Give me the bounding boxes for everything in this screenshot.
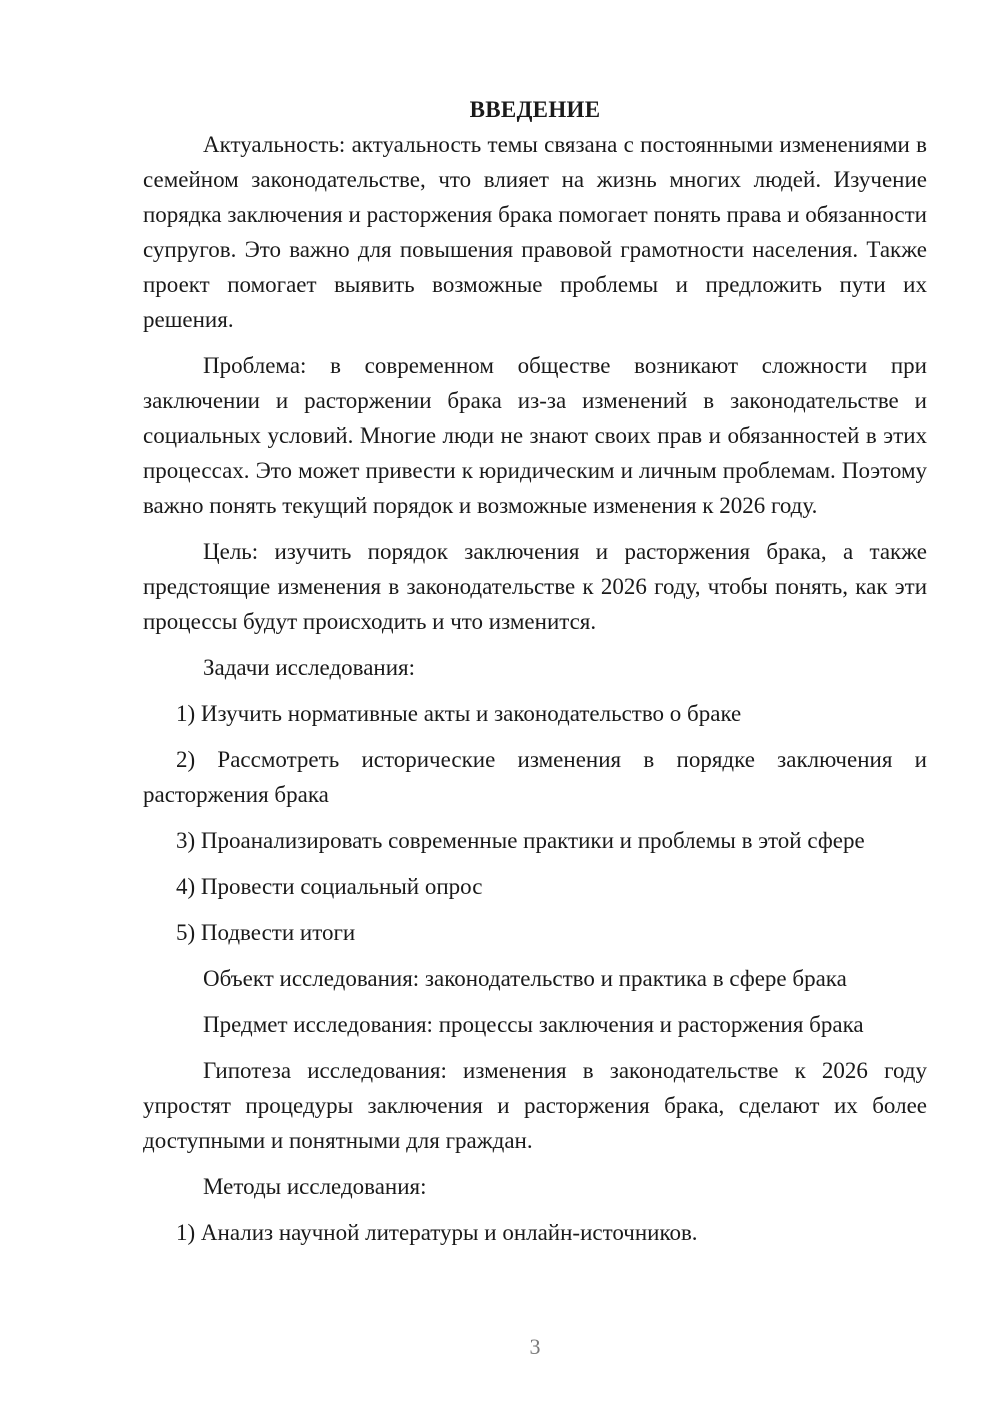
paragraph-relevance: Актуальность: актуальность темы связана с постоянными изменениями в семейном законодательстве, что влияет на жизнь многих людей. Изучение порядка заключения и расторжения брака помогает понять права и обязанности супругов. Это важно для повышения правовой грамотности населения. Также проект помогает выявить возможные проблемы и предложить пути их решения. [143, 132, 927, 332]
task-item-5: 5) Подвести итоги [176, 920, 356, 945]
page-body [143, 92, 927, 1250]
paragraph-goal: Цель: изучить порядок заключения и расторжения брака, а также предстоящие изменения в законодательстве к 2026 году, чтобы понять, как эти процессы будут происходить и что изменится. [143, 539, 927, 634]
tasks-title: Задачи исследования: [203, 655, 416, 680]
paragraph-subject: Предмет исследования: процессы заключения и расторжения брака [203, 1012, 864, 1037]
paragraph-hypothesis: Гипотеза исследования: изменения в законодательстве к 2026 году упростят процедуры заключения и расторжения брака, сделают их более доступными и понятными для граждан. [143, 1058, 927, 1153]
task-item-4: 4) Провести социальный опрос [176, 874, 483, 899]
paragraph-object: Объект исследования: законодательство и практика в сфере брака [203, 966, 847, 991]
page-number: 3 [529, 1334, 541, 1359]
task-item-1: 1) Изучить нормативные акты и законодательство о браке [176, 701, 742, 726]
method-item-1: 1) Анализ научной литературы и онлайн-источников. [176, 1220, 698, 1245]
methods-title: Методы исследования: [203, 1174, 427, 1199]
section-heading: ВВЕДЕНИЕ [469, 97, 601, 122]
task-item-3: 3) Проанализировать современные практики и проблемы в этой сфере [176, 828, 865, 853]
paragraph-problem: Проблема: в современном обществе возникают сложности при заключении и расторжении брака из-за изменений в законодательстве и социальных условий. Многие люди не знают своих прав и обязанностей в этих процессах. Это может привести к юридическим и личным проблемам. Поэтому важно понять текущий порядок и возможные изменения к 2026 году. [143, 353, 927, 518]
task-item-2: 2) Рассмотреть исторические изменения в порядке заключения и расторжения брака [143, 747, 927, 807]
